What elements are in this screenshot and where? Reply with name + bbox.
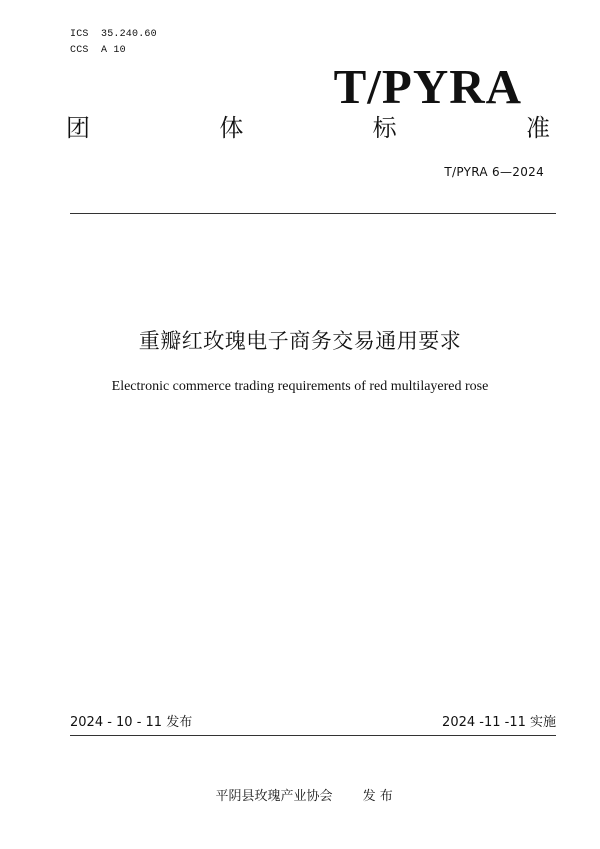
ccs-code: CCS A 10 [70,45,126,56]
publish-action: 发 布 [362,789,393,804]
date-row [70,716,556,729]
issue-date: 2024 - 10 - 11 发布 [70,715,193,730]
document-title-chinese: 重瓣红玫瑰电子商务交易通用要求 [138,329,462,353]
publisher-name: 平阴县玫瑰产业协会 [215,789,333,804]
standard-number: T/PYRA 6—2024 [444,165,544,179]
standard-type-char: 标 [372,114,397,142]
document-title-english: Electronic commerce trading requirements of red multilayered rose [111,379,489,394]
header-divider [70,213,556,214]
standard-logo: T/PYRA [333,59,522,114]
footer-divider [70,735,556,736]
publisher-line [0,777,600,803]
effective-date: 2024 -11 -11 实施 [442,715,556,730]
standard-type-char: 准 [525,114,550,142]
standard-type [66,116,550,140]
standard-type-char: 团 [66,114,90,142]
ics-code: ICS 35.240.60 [70,29,157,40]
standard-type-char: 体 [219,114,244,142]
